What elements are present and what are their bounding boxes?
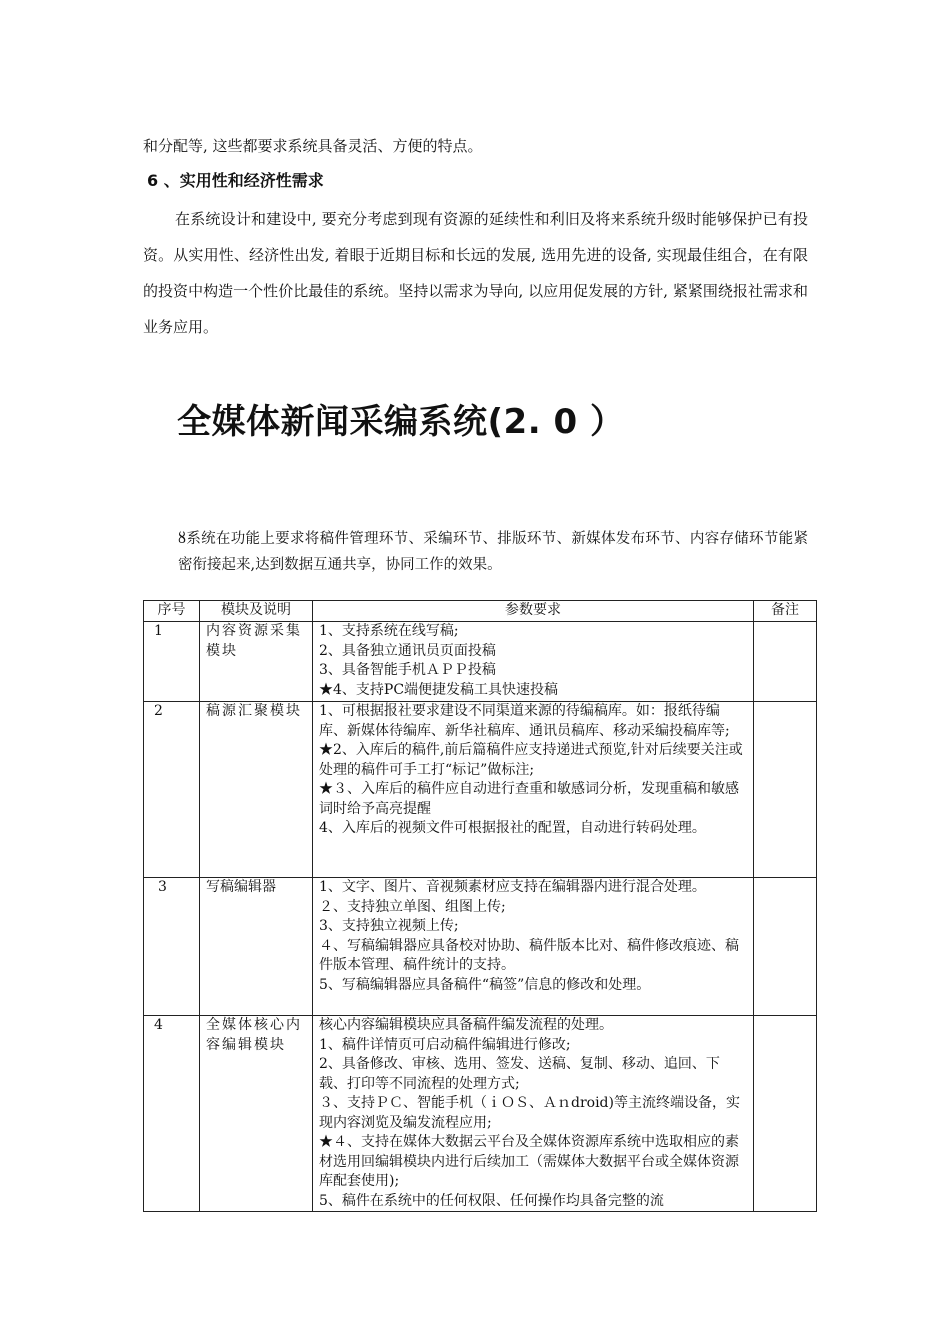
table-header-row <box>144 601 817 622</box>
requirements-table <box>143 600 817 1212</box>
param-line: ４、写稿编辑器应具备校对协助、稿件版本比对、稿件修改痕迹、稿件版本管理、稿件统计的支持。 <box>319 937 739 973</box>
row-module: 全媒体核心内容编辑模块 <box>200 1016 313 1212</box>
param-line: 1、文字、图片、音视频素材应支持在编辑器内进行混合处理。 <box>319 879 706 895</box>
table-row <box>144 702 817 878</box>
row-params <box>313 1016 754 1212</box>
row-note <box>754 878 817 1016</box>
param-line: 4、入库后的视频文件可根据报社的配置，自动进行转码处理。 <box>319 820 706 836</box>
param-line: ３、支持ＰＣ、智能手机（ｉＯＳ、Ａｎdroid)等主流终端设备，实现内容浏览及编发流程应用; <box>319 1095 740 1131</box>
row-params <box>313 702 754 878</box>
row-no: 1 <box>144 622 200 702</box>
param-line: 1、可根据报社要求建设不同渠道来源的待编稿库。如：报纸待编库、新媒体待编库、新华社稿库、通讯员稿库、移动采编投稿库等; <box>319 703 730 739</box>
header-note: 备注 <box>754 601 817 622</box>
table-row <box>144 878 817 1016</box>
row-no: 3 <box>144 878 200 1016</box>
paragraph-continuation: 和分配等, 这些都要求系统具备灵活、方便的特点。 <box>143 137 483 155</box>
row-note <box>754 1016 817 1212</box>
row-params <box>313 878 754 1016</box>
header-params: 参数要求 <box>313 601 754 622</box>
intro-paragraph: ȣ系统在功能上要求将稿件管理环节、采编环节、排版环节、新媒体发布环节、内容存储环节能紧密衔接起来,达到数据互通共享，协同工作的效果。 <box>178 531 808 573</box>
param-line: 核心内容编辑模块应具备稿件编发流程的处理。 <box>319 1017 613 1033</box>
param-line: 3、支持独立视频上传; <box>319 918 459 934</box>
param-line: ★４、支持在媒体大数据云平台及全媒体资源库系统中选取相应的素材选用回编辑模块内进行后续加工（需媒体大数据平台或全媒体资源库配套使用); <box>319 1134 739 1189</box>
section-heading-6: 6 、实用性和经济性需求 <box>147 171 324 190</box>
header-module: 模块及说明 <box>200 601 313 622</box>
table-row <box>144 1016 817 1212</box>
param-line: 1、支持系统在线写稿; <box>319 623 459 639</box>
row-params <box>313 622 754 702</box>
param-line: ★4、支持PC端便捷发稿工具快速投稿 <box>319 681 559 698</box>
param-line: 5、写稿编辑器应具备稿件“稿签”信息的修改和处理。 <box>319 976 651 993</box>
row-module: 内容资源采集模块 <box>200 622 313 702</box>
param-line: 2、具备独立通讯员页面投稿 <box>319 642 496 659</box>
paragraph-practicality: 在系统设计和建设中, 要充分考虑到现有资源的延续性和利旧及将来系统升级时能够保护已有投资。从实用性、经济性出发, 着眼于近期目标和长远的发展, 选用先进的设备, 实现最佳组合，在有限的投资中构造一个性价比最佳的系统。坚持以需求为导向, 以应用促发展的方针, 紧紧围绕报社需求和业务应用。 <box>143 210 808 336</box>
page-title: 全媒体新闻采编系统(2. 0 ） <box>177 402 625 442</box>
param-line: 2、具备修改、审核、选用、签发、送稿、复制、移动、追回、下载、打印等不同流程的处理方式; <box>319 1056 720 1092</box>
param-line: ★３、入库后的稿件应自动进行查重和敏感词分析，发现重稿和敏感词时给予高亮提醒 <box>319 781 739 817</box>
row-note <box>754 702 817 878</box>
row-module: 写稿编辑器 <box>200 878 313 1016</box>
param-line: ★2、入库后的稿件,前后篇稿件应支持递进式预览,针对后续要关注或处理的稿件可手工打“标记”做标注; <box>319 742 743 778</box>
table-row <box>144 622 817 702</box>
param-line: 5、稿件在系统中的任何权限、任何操作均具备完整的流 <box>319 1192 664 1209</box>
row-no: 2 <box>144 702 200 878</box>
row-module: 稿源汇聚模块 <box>200 702 313 878</box>
row-no: 4 <box>144 1016 200 1212</box>
param-line: 3、具备智能手机ＡＰＰ投稿 <box>319 662 496 678</box>
param-line: 1、稿件详情页可启动稿件编辑进行修改; <box>319 1036 571 1053</box>
row-note <box>754 622 817 702</box>
param-line: ２、支持独立单图、组图上传; <box>319 898 506 915</box>
header-no: 序号 <box>144 601 200 622</box>
